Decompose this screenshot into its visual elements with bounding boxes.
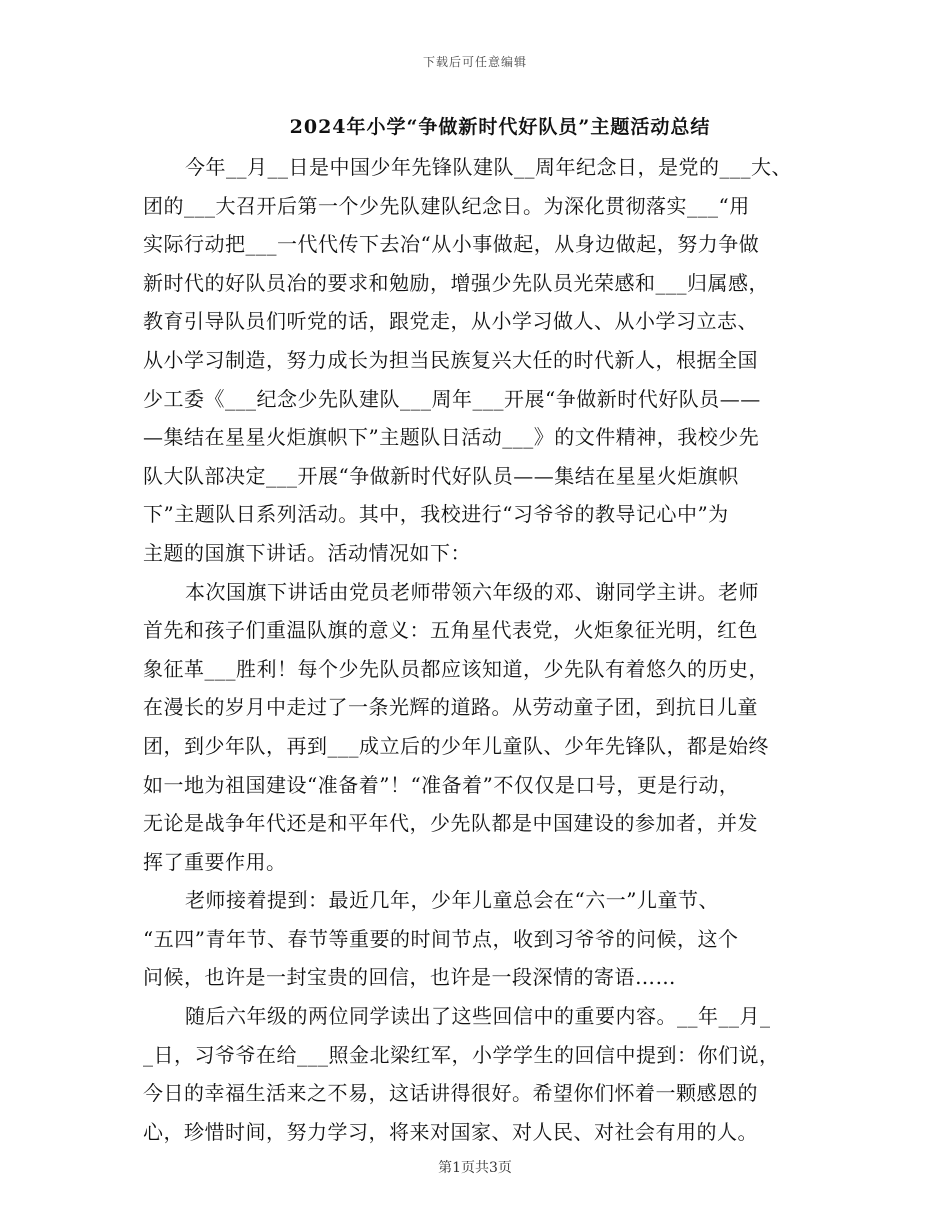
text-line: 象征革___胜利！每个少先队员都应该知道，少先队有着悠久的历史， — [143, 656, 769, 681]
text-line: 今日的幸福生活来之不易，这话讲得很好。希望你们怀着一颗感恩的 — [143, 1081, 758, 1106]
text-line: _日，习爷爷在给___照金北梁红军，小学学生的回信中提到：你们说， — [143, 1042, 780, 1067]
text-line: 首先和孩子们重温队旗的意义：五角星代表党，火炬象征光明，红色 — [143, 618, 758, 643]
text-line: 老师接着提到：最近几年，少年儿童总会在“六一”儿童节、 — [185, 888, 719, 913]
text-line: 主题的国旗下讲话。活动情况如下： — [143, 540, 471, 565]
document-title: 2024年小学“争做新时代好队员”主题活动总结 — [289, 116, 711, 138]
text-line: 无论是战争年代还是和平年代，少先队都是中国建设的参加者，并发 — [143, 811, 758, 836]
text-line: 今年__月__日是中国少年先锋队建队__周年纪念日，是党的___大、 — [185, 155, 792, 179]
document-body — [143, 148, 821, 1151]
text-line: 问候，也许是一封宝贵的回信，也许是一段深情的寄语…… — [143, 965, 676, 990]
text-line: —集结在星星火炬旗帜下”主题队日活动___》的文件精神，我校少先 — [143, 425, 760, 450]
text-line: 队大队部决定___开展“争做新时代好队员——集结在星星火炬旗帜 — [143, 463, 739, 488]
text-line: 实际行动把___一代代传下去冶“从小事做起，从身边做起，努力争做 — [143, 232, 760, 257]
text-line: “五四”青年节、春节等重要的时间节点，收到习爷爷的问候，这个 — [143, 926, 739, 951]
text-line: 教育引导队员们听党的话，跟党走，从小学习做人、从小学习立志、 — [143, 309, 758, 334]
header-note: 下载后可任意编辑 — [422, 55, 527, 69]
page-number-footer: 第1页共3页 — [438, 1160, 512, 1176]
text-line: 下”主题队日系列活动。其中，我校进行“习爷爷的教导记心中”为 — [143, 502, 729, 527]
text-line: 心，珍惜时间，努力学习，将来对国家、对人民、对社会有用的人。 — [143, 1119, 758, 1144]
text-line: 团，到少年队，再到___成立后的少年儿童队、少年先锋队，都是始终 — [143, 733, 769, 758]
text-line: 新时代的好队员冶的要求和勉励，增强少先队员光荣感和___归属感， — [143, 270, 769, 295]
text-line: 如一地为祖国建设“准备着”！“准备着”不仅仅是口号，更是行动， — [143, 772, 740, 797]
text-line: 挥了重要作用。 — [143, 849, 287, 874]
text-line: 团的___大召开后第一个少先队建队纪念日。为深化贯彻落实___“用 — [143, 193, 750, 218]
text-line: 随后六年级的两位同学读出了这些回信中的重要内容。__年__月_ — [185, 1004, 771, 1029]
text-line: 在漫长的岁月中走过了一条光辉的道路。从劳动童子团，到抗日儿童 — [143, 695, 758, 720]
text-line: 本次国旗下讲话由党员老师带领六年级的邓、谢同学主讲。老师 — [185, 579, 759, 604]
text-line: 从小学习制造，努力成长为担当民族复兴大任的时代新人，根据全国 — [143, 347, 758, 372]
text-line: 少工委《___纪念少先队建队___周年___开展“争做新时代好队员—— — [143, 386, 761, 411]
